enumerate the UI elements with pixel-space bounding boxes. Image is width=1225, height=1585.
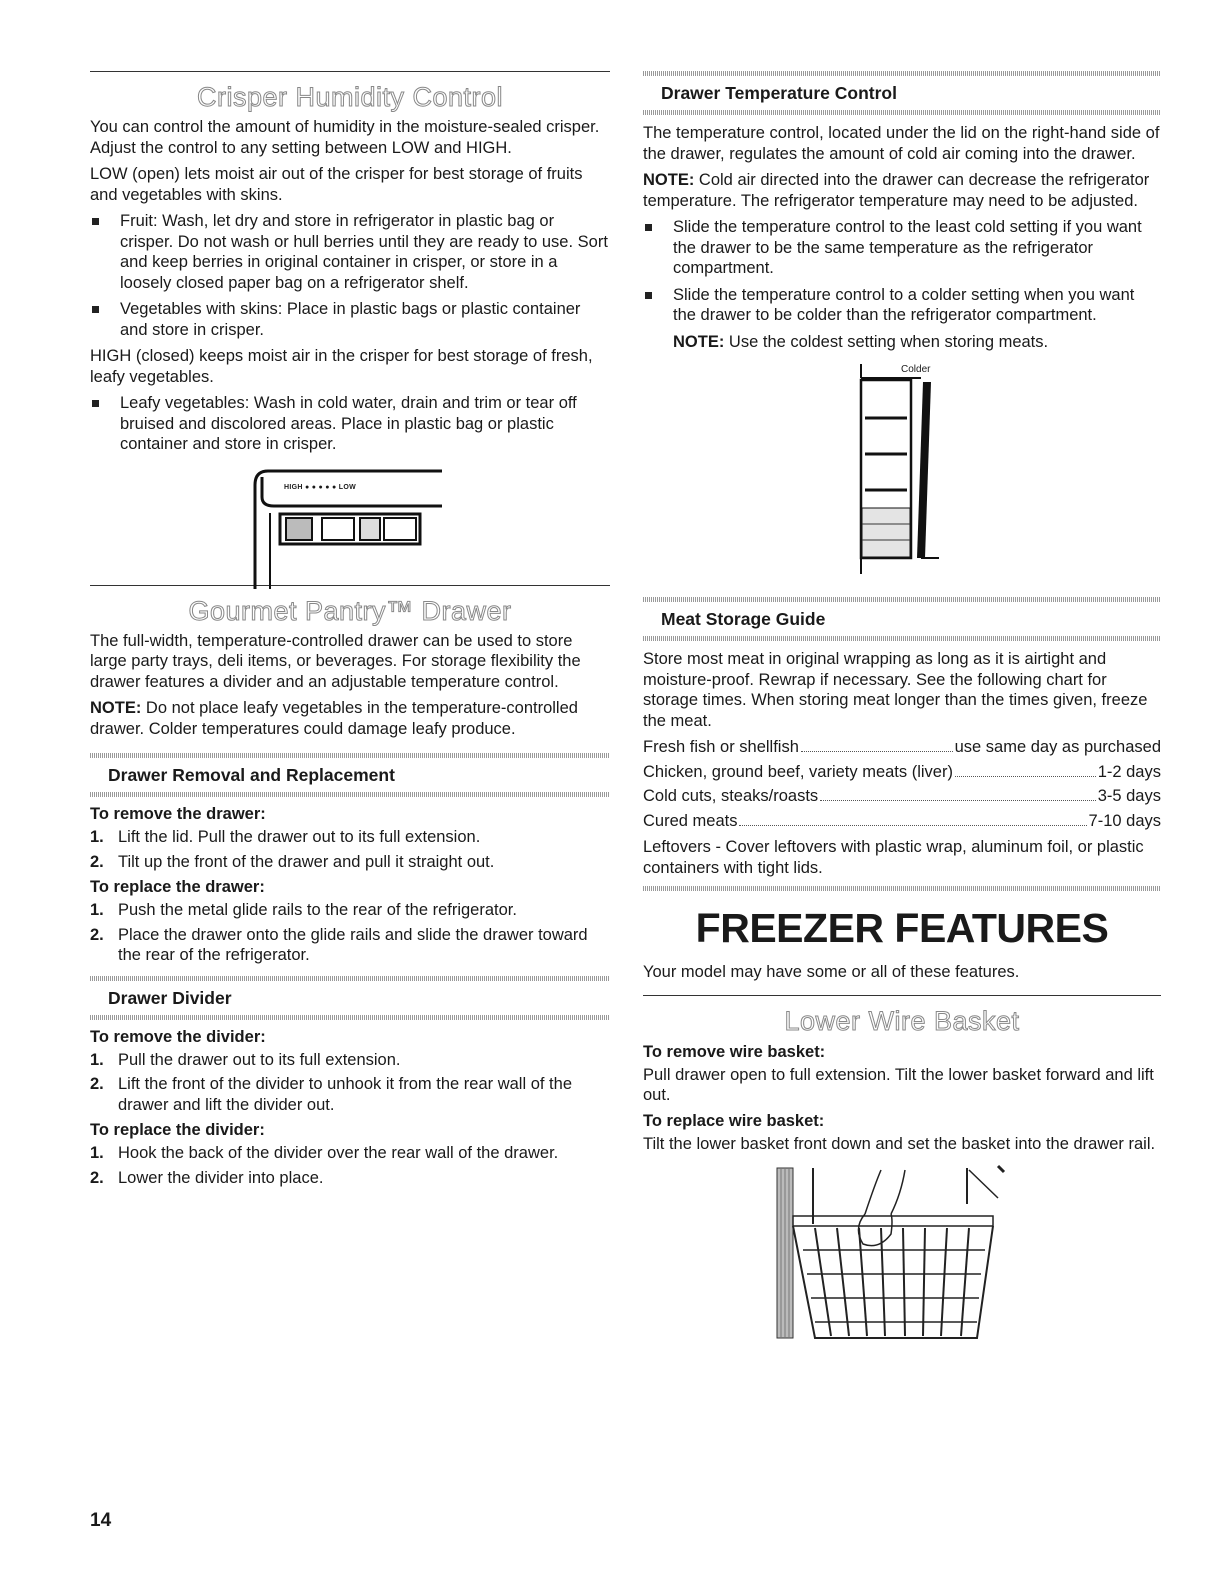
bullet-icon [92, 306, 99, 313]
list-item [90, 393, 610, 455]
temp-heading: Drawer Temperature Control [661, 83, 897, 103]
bullet-text: Leafy vegetables: Wash in cold water, drain and trim or tear off bruised and discolored areas. Place in plastic bag or plastic container and store in crisper. [120, 394, 577, 453]
table-row [643, 786, 1161, 807]
step-text: Lower the divider into place. [118, 1168, 324, 1187]
crisper-intro: You can control the amount of humidity in the moisture-sealed crisper. Adjust the control to any setting between LOW and HIGH. [90, 118, 600, 157]
step-text: Lift the front of the divider to unhook it from the rear wall of the drawer and lift the divider out. [118, 1075, 572, 1114]
meat-heading: Meat Storage Guide [661, 609, 826, 629]
bullet-text: Vegetables with skins: Place in plastic bags or plastic container and store in crisper. [120, 300, 581, 339]
pantry-intro: The full-width, temperature-controlled drawer can be used to store large party trays, deli items, or beverages. For storage flexibility the drawer features a divider and an adjustable temperature control. [90, 631, 581, 691]
freezer-subtitle: Your model may have some or all of these features. [643, 963, 1020, 981]
step-text: Place the drawer onto the glide rails and slide the drawer toward the rear of the refrigerator. [118, 925, 588, 964]
meat-heading-block [643, 597, 1161, 641]
meat-time: 1-2 days [1097, 762, 1161, 781]
meat-time: 3-5 days [1097, 787, 1161, 805]
meat-item: Fresh fish or shellfish [643, 738, 799, 756]
humidity-scale-label: HIGH ● ● ● ● ● LOW [284, 483, 357, 491]
wire-basket-illustration [643, 1164, 1161, 1344]
colder-label: Colder [901, 364, 931, 375]
divider-heading: Drawer Divider [108, 987, 232, 1008]
bullet-icon [645, 292, 652, 299]
right-column [643, 0, 1161, 1344]
remove-basket-text: Pull drawer open to full extension. Tilt the lower basket forward and lift out. [643, 1065, 1154, 1104]
note-text: Cold air directed into the drawer can decrease the refrigerator temperature. The refrigerator temperature may need to be adjusted. [643, 171, 1150, 210]
list-item [643, 217, 1161, 279]
section-rule [90, 71, 610, 72]
bullet-icon [645, 224, 652, 231]
remove-drawer-steps [90, 827, 610, 872]
meat-storage-table [643, 737, 1161, 831]
high-bullet-list [90, 393, 610, 455]
list-item: 1. Push the metal glide rails to the rear of the refrigerator. [90, 901, 517, 919]
list-item: 2. Place the drawer onto the glide rails and slide the drawer toward the rear of the refrigerator. [90, 925, 588, 964]
replace-divider-steps [90, 1143, 610, 1188]
remove-divider-label: To remove the divider: [90, 1027, 266, 1046]
temp-note-meats [643, 332, 1161, 353]
step-text: Lift the lid. Pull the drawer out to its full extension. [118, 828, 481, 846]
replace-drawer-label: To replace the drawer: [90, 878, 265, 896]
list-item: 1. Lift the lid. Pull the drawer out to its full extension. [90, 828, 481, 846]
meat-intro: Store most meat in original wrapping as long as it is airtight and moisture-proof. Rewrap if necessary. See the following chart for storage times. When storing meat longer than the times given, freeze the meat. [643, 650, 1148, 730]
table-row [643, 811, 1161, 832]
step-text: Tilt up the front of the drawer and pull it straight out. [118, 852, 495, 871]
remove-divider-steps [90, 1050, 610, 1116]
crisper-high-text: HIGH (closed) keeps moist air in the crisper for best storage of fresh, leafy vegetables. [90, 347, 593, 386]
step-text: Push the metal glide rails to the rear of the refrigerator. [118, 901, 517, 919]
remove-basket-label: To remove wire basket: [643, 1042, 826, 1061]
table-row [643, 762, 1161, 783]
page-number: 14 [90, 1510, 112, 1531]
bullet-icon [92, 400, 99, 407]
leftovers-text: Leftovers - Cover leftovers with plastic wrap, aluminum foil, or plastic containers with tight lids. [643, 838, 1144, 877]
meat-time: use same day as purchased [954, 738, 1161, 756]
low-bullet-list [90, 211, 610, 340]
pantry-note [90, 698, 610, 739]
meat-item: Chicken, ground beef, variety meats (liver) [643, 762, 953, 781]
list-item [643, 285, 1161, 326]
temp-bullet-list [643, 217, 1161, 326]
removal-heading-block [90, 753, 610, 797]
replace-basket-label: To replace wire basket: [643, 1111, 825, 1130]
list-item [90, 211, 610, 293]
divider-heading-block [90, 976, 610, 1020]
list-item: 2. Lower the divider into place. [90, 1168, 324, 1187]
temp-control-diagram [643, 358, 1161, 583]
list-item: 1. Pull the drawer out to its full extension. [90, 1050, 401, 1069]
crisper-low-text: LOW (open) lets moist air out of the crisper for best storage of fruits and vegetables with skins. [90, 165, 583, 204]
step-text: Hook the back of the divider over the rear wall of the drawer. [118, 1144, 559, 1162]
table-row [643, 737, 1161, 758]
note-label: NOTE: [643, 171, 695, 189]
bullet-text: Slide the temperature control to a colder setting when you want the drawer to be colder than the refrigerator compartment. [673, 285, 1135, 324]
meat-time: 7-10 days [1088, 811, 1161, 830]
temp-note [643, 170, 1161, 211]
humidity-control-diagram [90, 461, 610, 591]
meat-item: Cold cuts, steaks/roasts [643, 787, 819, 805]
replace-drawer-steps [90, 900, 610, 966]
meat-item: Cured meats [643, 811, 738, 830]
note-label: NOTE: [673, 332, 725, 351]
list-item: 2. Lift the front of the divider to unhook it from the rear wall of the drawer and lift the divider out. [90, 1075, 572, 1114]
remove-drawer-label: To remove the drawer: [90, 805, 266, 823]
basket-title: Lower Wire Basket [784, 1005, 1020, 1036]
removal-heading: Drawer Removal and Replacement [108, 765, 395, 785]
note-text: Use the coldest setting when storing meats. [724, 332, 1049, 351]
left-column [90, 0, 610, 1192]
note-text: Do not place leafy vegetables in the temperature-controlled drawer. Colder temperatures could damage leafy produce. [90, 699, 578, 738]
crisper-title: Crisper Humidity Control [196, 82, 504, 112]
bullet-text: Slide the temperature control to the least cold setting if you want the drawer to be the same temperature as the refrigerator compartment. [673, 218, 1142, 277]
replace-divider-label: To replace the divider: [90, 1121, 265, 1139]
note-label: NOTE: [90, 699, 142, 717]
pantry-title: Gourmet Pantry™ Drawer [188, 595, 512, 626]
temp-heading-block [643, 71, 1161, 115]
temp-intro: The temperature control, located under the lid on the right-hand side of the drawer, regulates the amount of cold air coming into the drawer. [643, 124, 1160, 163]
list-item: 1. Hook the back of the divider over the rear wall of the drawer. [90, 1144, 559, 1162]
step-text: Pull the drawer out to its full extension. [118, 1050, 401, 1069]
bullet-icon [92, 218, 99, 225]
section-rule [643, 995, 1161, 996]
replace-basket-text: Tilt the lower basket front down and set the basket into the drawer rail. [643, 1134, 1156, 1153]
bullet-text: Fruit: Wash, let dry and store in refrigerator in plastic bag or crisper. Do not wash or hull berries until they are ready to use. Sort and keep berries in original container in crisper, or store in a loosely closed paper bag on a refrigerator shelf. [120, 212, 608, 292]
list-item: 2. Tilt up the front of the drawer and pull it straight out. [90, 852, 495, 871]
freezer-features-title: FREEZER FEATURES [695, 905, 1109, 951]
list-item [90, 299, 610, 340]
